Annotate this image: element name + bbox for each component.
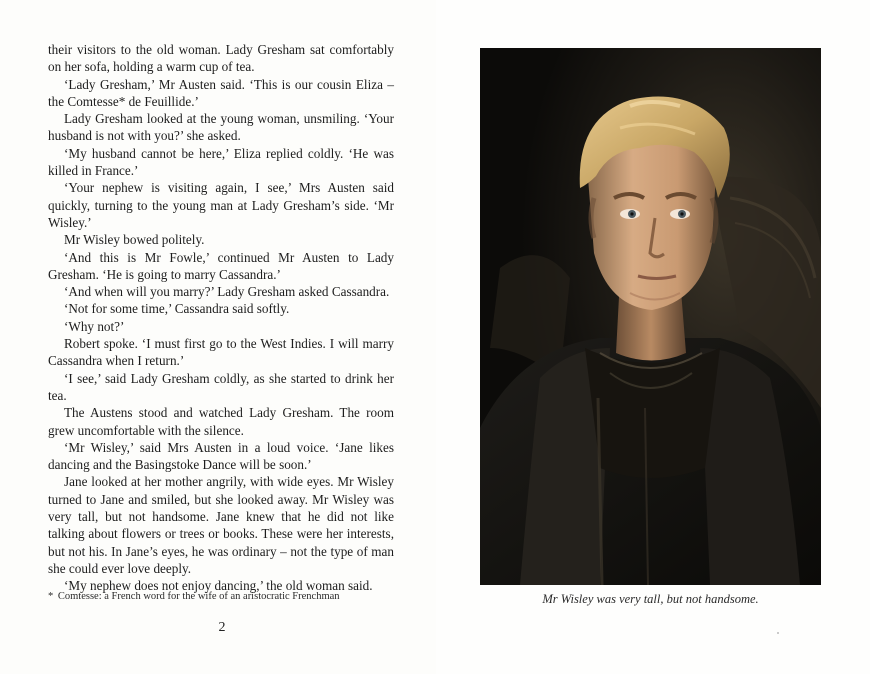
paragraph: ‘Not for some time,’ Cassandra said softly.: [64, 301, 290, 317]
paragraph: ‘My husband cannot be here,’ Eliza replied coldly. ‘He was killed in France.’: [48, 145, 394, 179]
portrait-illustration: [480, 48, 821, 585]
paragraph: ‘Why not?’: [64, 318, 125, 334]
paragraph: The Austens stood and watched Lady Gresham. The room grew uncomfortable with the silence.: [48, 405, 394, 438]
body-text: [48, 41, 394, 595]
paragraph: Robert spoke. ‘I must first go to the West Indies. I will marry Cassandra when I return.’: [48, 336, 394, 369]
paragraph: Jane looked at her mother angrily, with wide eyes. Mr Wisley turned to Jane and smiled, but she looked away. Mr Wisley was very tall, but not handsome. Jane knew that he did not like talking about flowers or trees or books. These were her interests, but not his. In Jane’s eyes, he was ordinary – not the type of man she could ever love deeply.: [48, 474, 394, 576]
paragraph: ‘Mr Wisley,’ said Mrs Austen in a loud voice. ‘Jane likes dancing and the Basingstoke Dance will be soon.’: [48, 439, 394, 473]
portrait-photo: [480, 48, 821, 585]
paragraph: Mr Wisley bowed politely.: [64, 232, 205, 248]
paragraph: ‘And this is Mr Fowle,’ continued Mr Austen to Lady Gresham. ‘He is going to marry Cassandra.’: [48, 249, 394, 282]
right-page: [436, 0, 870, 674]
page-number: 2: [218, 620, 226, 635]
photo-caption: Mr Wisley was very tall, but not handsome.: [542, 592, 759, 606]
paragraph: ‘I see,’ said Lady Gresham coldly, as she started to drink her tea.: [48, 370, 394, 403]
print-speck: [777, 632, 779, 634]
footnote-text: Comtesse: a French word for the wife of an aristocratic Frenchman: [57, 591, 340, 602]
footnote: [48, 590, 394, 604]
paragraph: ‘My nephew does not enjoy dancing,’ the old woman said.: [64, 578, 373, 594]
footnote-marker: *: [48, 591, 54, 602]
paragraph: Lady Gresham looked at the young woman, unsmiling. ‘Your husband is not with you?’ she asked.: [48, 111, 394, 144]
paragraph: ‘Your nephew is visiting again, I see,’ Mrs Austen said quickly, turning to the young man at Lady Gresham’s side. ‘Mr Wisley.’: [48, 180, 394, 230]
paragraph: ‘Lady Gresham,’ Mr Austen said. ‘This is our cousin Eliza – the Comtesse* de Feuillide.’: [48, 76, 394, 109]
paragraph: their visitors to the old woman. Lady Gresham sat comfortably on her sofa, holding a warm cup of tea.: [48, 42, 394, 75]
paragraph: ‘And when will you marry?’ Lady Gresham asked Cassandra.: [64, 284, 390, 300]
